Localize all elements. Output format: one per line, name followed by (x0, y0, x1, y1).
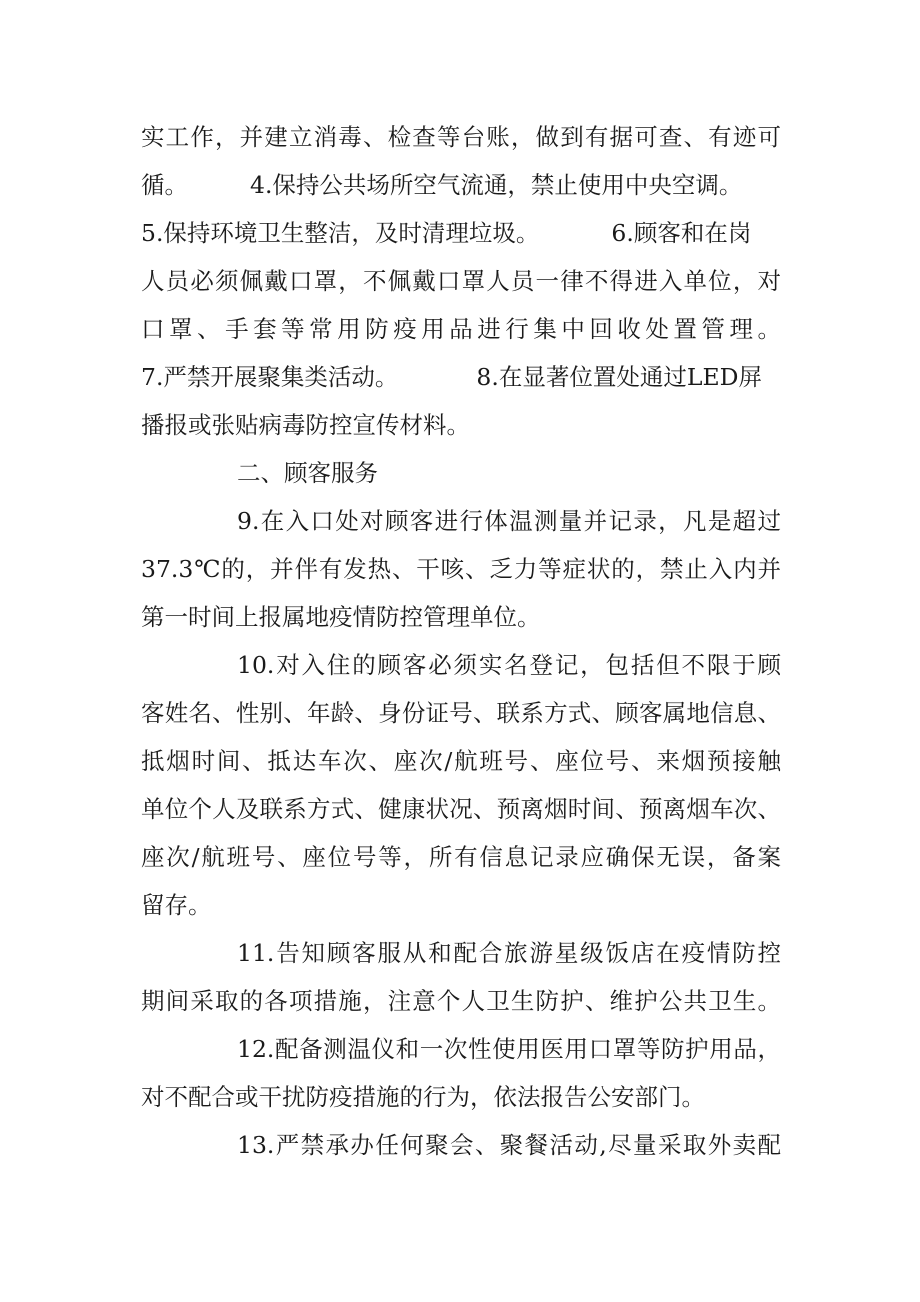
text-run: 第一时间上报属地疫情防控管理单位。 (141, 603, 541, 631)
text-line (141, 209, 781, 257)
text-run: 循。 (141, 171, 188, 199)
text-run: 二、顾客服务 (237, 459, 378, 487)
text-run: 9.在入口处对顾客进行体温测量并记录，凡是超过 (237, 507, 781, 535)
text-run: 客姓名、性别、年龄、身份证号、联系方式、顾客属地信息、 (141, 699, 781, 727)
text-line (141, 161, 781, 209)
text-run: 6.顾客和在岗 (611, 219, 752, 247)
text-line (141, 833, 781, 881)
text-line (237, 1121, 781, 1169)
text-line (141, 1073, 781, 1121)
text-run: 5.保持环境卫生整洁，及时清理垃圾。 (141, 219, 540, 247)
text-run: 留存。 (141, 891, 212, 919)
text-line (141, 737, 781, 785)
text-run: 人员必须佩戴口罩，不佩戴口罩人员一律不得进入单位，对 (141, 267, 781, 295)
text-run: 10.对入住的顾客必须实名登记，包括但不限于顾 (237, 651, 781, 679)
text-line (141, 257, 781, 305)
text-run: 7.严禁开展聚集类活动。 (141, 363, 399, 391)
text-line (141, 785, 781, 833)
text-line (141, 545, 781, 593)
text-line (237, 929, 781, 977)
text-line (141, 689, 781, 737)
text-run: 实工作，并建立消毒、检查等台账，做到有据可查、有迹可 (141, 123, 781, 151)
section-heading (237, 449, 781, 497)
text-run: 单位个人及联系方式、健康状况、预离烟时间、预离烟车次、 (141, 795, 781, 823)
text-line (237, 641, 781, 689)
text-run: 口罩、手套等常用防疫用品进行集中回收处置管理。 (141, 315, 781, 343)
text-line (237, 1025, 781, 1073)
text-run: 13.严禁承办任何聚会、聚餐活动,尽量采取外卖配 (237, 1131, 781, 1159)
text-run: 播报或张贴病毒防控宣传材料。 (141, 411, 470, 439)
text-line (141, 113, 781, 161)
text-run: 期间采取的各项措施，注意个人卫生防护、维护公共卫生。 (141, 987, 781, 1015)
text-run: 对不配合或干扰防疫措施的行为，依法报告公安部门。 (141, 1083, 705, 1111)
text-line (141, 401, 781, 449)
text-line (141, 881, 781, 929)
text-run: 12.配备测温仪和一次性使用医用口罩等防护用品， (237, 1035, 781, 1063)
text-line (141, 353, 781, 401)
text-line (237, 497, 781, 545)
text-line (141, 977, 781, 1025)
text-line (141, 593, 781, 641)
text-line (141, 305, 781, 353)
text-run: 4.保持公共场所空气流通，禁止使用中央空调。 (250, 171, 743, 199)
text-run: 37.3℃的，并伴有发热、干咳、乏力等症状的，禁止入内并 (141, 555, 781, 583)
text-run: 抵烟时间、抵达车次、座次/航班号、座位号、来烟预接触 (141, 747, 781, 775)
text-run: 8.在显著位置处通过LED屏 (476, 363, 762, 391)
text-run: 座次/航班号、座位号等，所有信息记录应确保无误，备案 (141, 843, 781, 871)
text-run: 11.告知顾客服从和配合旅游星级饭店在疫情防控 (237, 939, 781, 967)
